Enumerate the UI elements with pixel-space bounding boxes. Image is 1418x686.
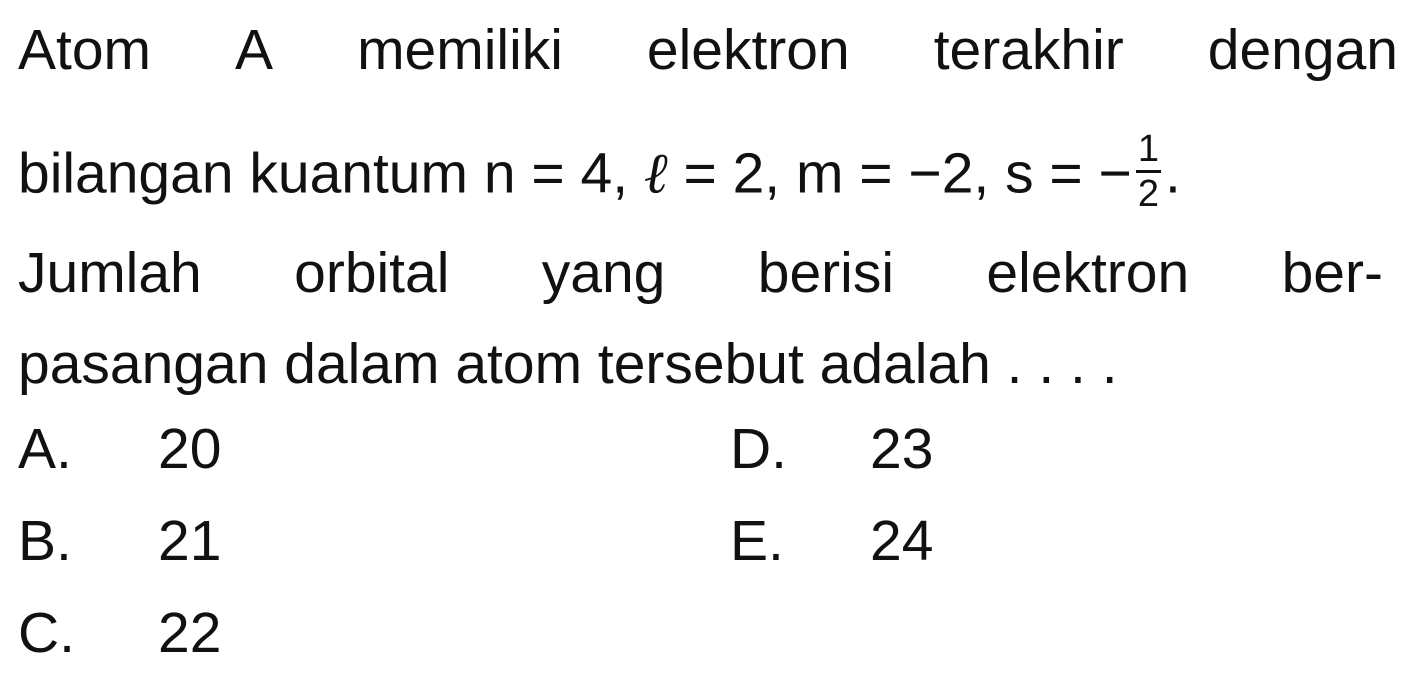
option-value: 22 xyxy=(158,601,222,665)
option-letter: B. xyxy=(18,509,72,573)
word: terakhir xyxy=(933,18,1124,82)
word: dengan xyxy=(1207,18,1398,82)
word: Atom xyxy=(18,18,152,82)
word: orbital xyxy=(294,241,450,305)
option-value: 23 xyxy=(870,417,934,481)
question-line-4: pasangan dalam atom tersebut adalah . . . . xyxy=(18,332,1118,396)
option-value: 21 xyxy=(158,509,222,573)
option-a[interactable] xyxy=(18,417,222,481)
word: memiliki xyxy=(357,18,563,82)
question-line-1 xyxy=(18,18,1398,82)
fraction-denominator: 2 xyxy=(1137,173,1159,215)
option-b[interactable] xyxy=(18,509,222,573)
word: berisi xyxy=(757,241,894,305)
option-letter: A. xyxy=(18,417,72,481)
word: elektron xyxy=(986,241,1190,305)
quantum-s-prefix: s = − xyxy=(1005,141,1132,206)
line-prefix: bilangan kuantum xyxy=(18,141,468,206)
word: yang xyxy=(541,241,666,305)
word: A xyxy=(235,18,274,82)
option-value: 24 xyxy=(870,509,934,573)
quantum-l-value: = 2, xyxy=(667,141,781,206)
fraction xyxy=(1136,130,1161,213)
option-letter: C. xyxy=(18,601,75,665)
question-line-3 xyxy=(18,241,1383,305)
quantum-l-symbol: ℓ xyxy=(643,140,668,207)
word: elektron xyxy=(646,18,850,82)
option-e[interactable] xyxy=(730,509,934,573)
quantum-m: m = −2, xyxy=(795,141,990,206)
word: Jumlah xyxy=(18,241,202,305)
option-letter: D. xyxy=(730,417,787,481)
question-line-2 xyxy=(18,128,1181,219)
option-c[interactable] xyxy=(18,601,222,665)
option-letter: E. xyxy=(730,509,784,573)
option-d[interactable] xyxy=(730,417,934,481)
option-value: 20 xyxy=(158,417,222,481)
word: ber- xyxy=(1281,241,1383,305)
fraction-numerator: 1 xyxy=(1137,128,1159,170)
quantum-n: n = 4, xyxy=(483,141,629,206)
quantum-s-suffix: . xyxy=(1164,141,1181,206)
